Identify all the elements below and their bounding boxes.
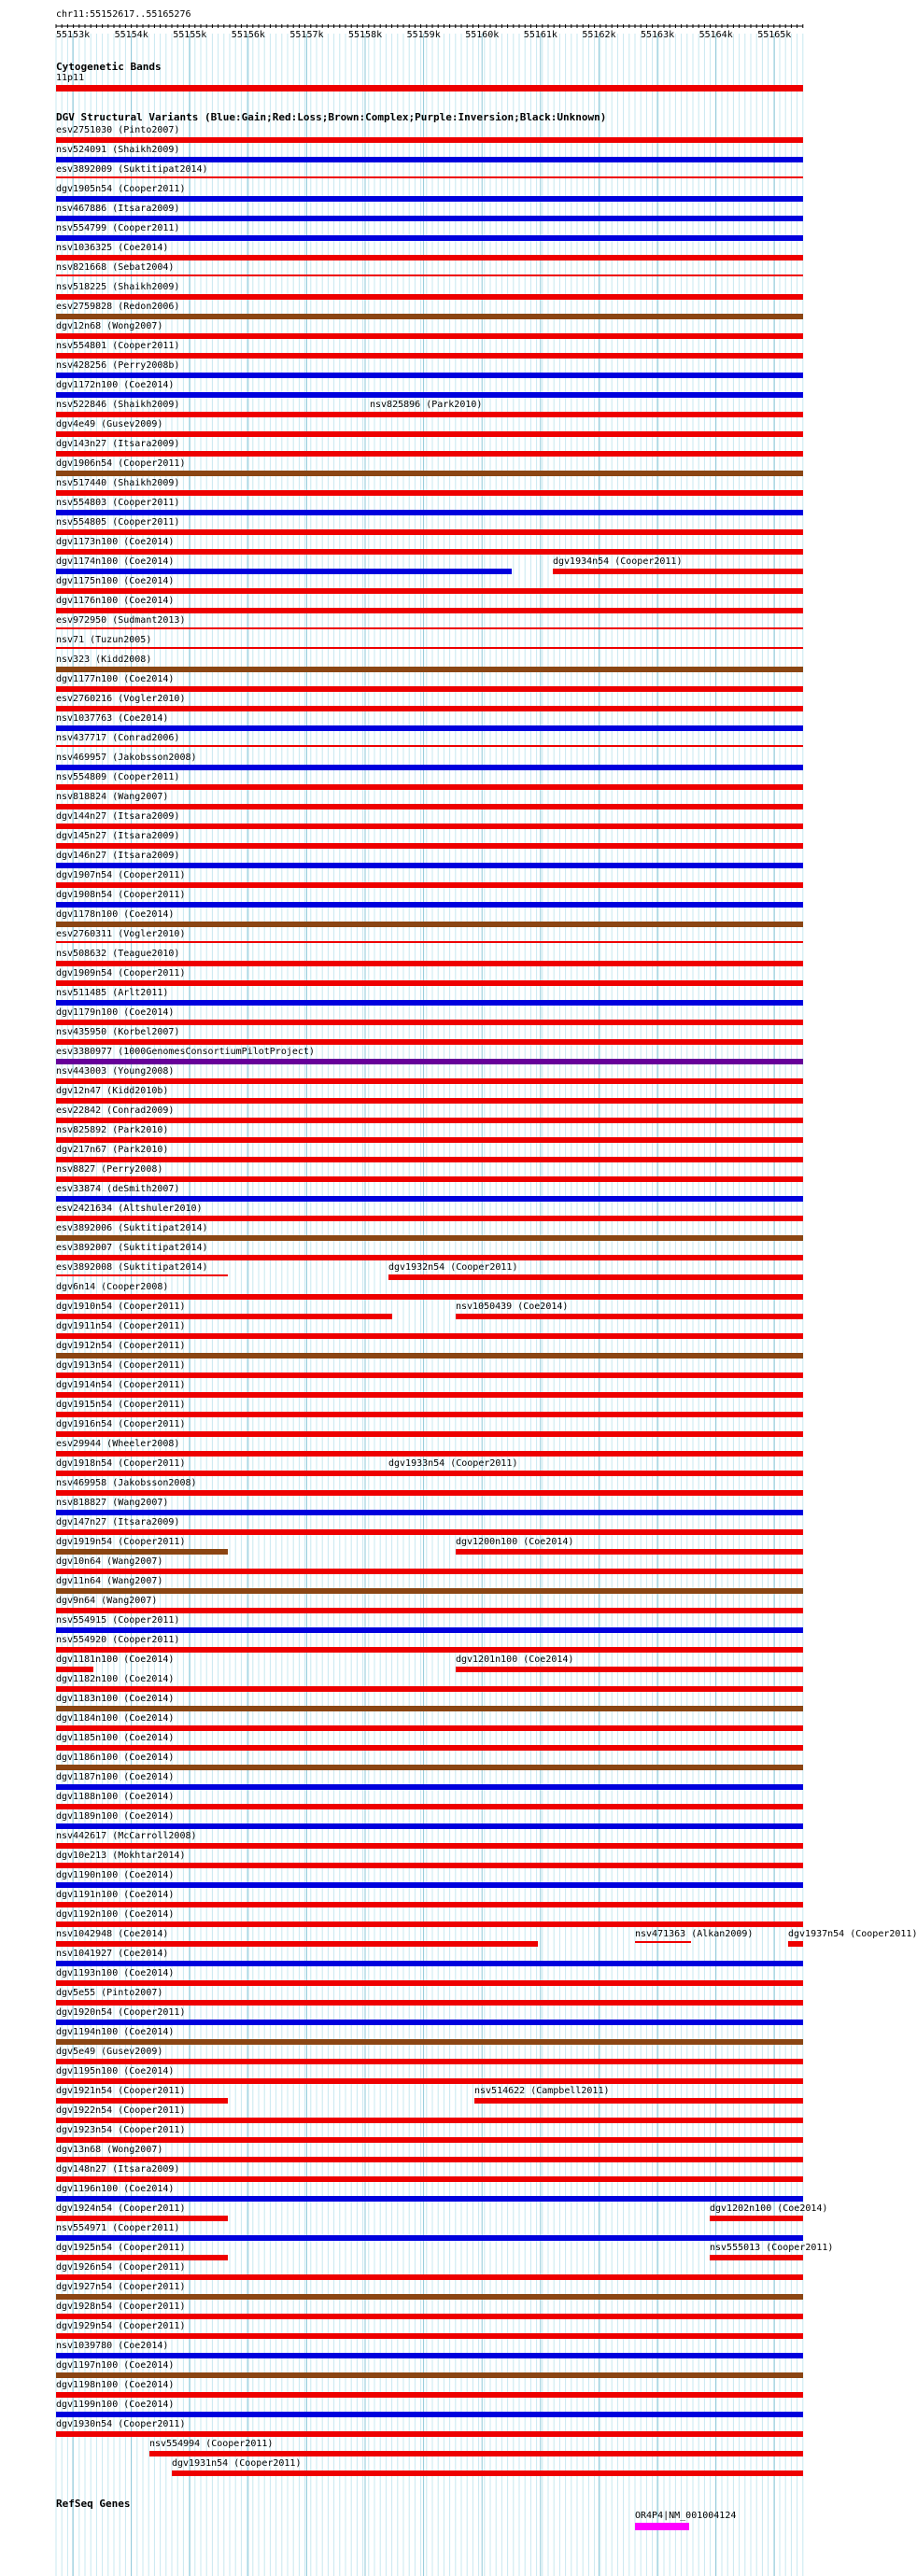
variant-bar-loss[interactable] [56,1157,803,1162]
variant-bar-loss[interactable] [56,1255,803,1260]
variant-bar-complex[interactable] [56,2372,803,2378]
variant-label[interactable]: dgv147n27 (Itsara2009) [56,1517,180,1527]
variant-bar-loss[interactable] [56,1216,803,1221]
variant-label[interactable]: esv2759828 (Redon2006) [56,302,180,312]
variant-bar-complex[interactable] [56,1588,803,1594]
variant-bar-loss[interactable] [710,2255,803,2260]
variant-label[interactable]: nsv469957 (Jakobsson2008) [56,753,197,763]
variant-bar-loss[interactable] [56,882,803,888]
variant-label[interactable]: nsv443003 (Young2008) [56,1066,175,1077]
variant-bar-loss[interactable] [56,588,803,594]
variant-bar-loss[interactable] [56,1569,803,1574]
variant-label[interactable]: nsv508632 (Teague2010) [56,949,180,959]
variant-label[interactable]: esv2760216 (Vogler2010) [56,694,186,704]
variant-label[interactable]: dgv1197n100 (Coe2014) [56,2360,175,2371]
variant-label[interactable]: dgv12n47 (Kidd2010b) [56,1086,169,1096]
variant-bar-loss[interactable] [56,608,803,613]
cytoband-label[interactable]: 11p11 [56,73,85,83]
variant-bar-loss[interactable] [388,1471,803,1476]
variant-bar-loss[interactable] [56,1941,538,1947]
variant-bar-loss[interactable] [56,941,803,943]
variant-label[interactable]: dgv1928n54 (Cooper2011) [56,2302,186,2312]
cytoband-bar[interactable] [56,85,803,91]
variant-label[interactable]: nsv437717 (Conrad2006) [56,733,180,743]
variant-bar-loss[interactable] [56,490,803,496]
variant-label[interactable]: nsv554803 (Cooper2011) [56,498,180,508]
variant-label[interactable]: nsv511485 (Arlt2011) [56,988,169,998]
variant-label[interactable]: dgv145n27 (Itsara2009) [56,831,180,841]
variant-label[interactable]: nsv818827 (Wang2007) [56,1498,169,1508]
variant-bar-loss[interactable] [56,745,803,747]
variant-bar-loss[interactable] [370,412,803,417]
variant-label[interactable]: esv29944 (Wheeler2008) [56,1439,180,1449]
variant-bar-gain[interactable] [56,216,803,221]
variant-label[interactable]: dgv1920n54 (Cooper2011) [56,2007,186,2018]
variant-bar-loss[interactable] [56,843,803,849]
variant-bar-loss[interactable] [56,2157,803,2162]
variant-label[interactable]: dgv1193n100 (Coe2014) [56,1968,175,1978]
variant-label[interactable]: dgv1182n100 (Coe2014) [56,1674,175,1684]
variant-label[interactable]: dgv1937n54 (Cooper2011) [788,1929,917,1939]
variant-label[interactable]: nsv554801 (Cooper2011) [56,341,180,351]
variant-label[interactable]: dgv1929n54 (Cooper2011) [56,2321,186,2331]
variant-bar-loss[interactable] [474,2098,803,2104]
variant-bar-complex[interactable] [56,2294,803,2300]
variant-label[interactable]: dgv1194n100 (Coe2014) [56,2027,175,2037]
variant-label[interactable]: dgv1918n54 (Cooper2011) [56,1458,186,1469]
variant-label[interactable]: dgv1198n100 (Coe2014) [56,2380,175,2390]
variant-label[interactable]: dgv10n64 (Wang2007) [56,1556,163,1567]
variant-bar-gain[interactable] [56,392,803,398]
variant-bar-loss[interactable] [56,1098,803,1104]
variant-label[interactable]: dgv1172n100 (Coe2014) [56,380,175,390]
variant-label[interactable]: dgv1201n100 (Coe2014) [456,1654,574,1665]
variant-label[interactable]: dgv1177n100 (Coe2014) [56,674,175,684]
variant-label[interactable]: dgv9n64 (Wang2007) [56,1596,158,1606]
ruler-tick-label: 55155k [173,30,207,40]
variant-bar-loss[interactable] [56,294,803,300]
variant-bar-loss[interactable] [56,451,803,457]
variant-label[interactable]: dgv1927n54 (Cooper2011) [56,2282,186,2292]
variant-label[interactable]: dgv1908n54 (Cooper2011) [56,890,186,900]
variant-label[interactable]: dgv1184n100 (Coe2014) [56,1713,175,1724]
variant-bar-gain[interactable] [56,1823,803,1829]
variant-label[interactable]: dgv1188n100 (Coe2014) [56,1792,175,1802]
variant-bar-loss[interactable] [56,1118,803,1123]
variant-bar-loss[interactable] [56,1686,803,1692]
variant-bar-gain[interactable] [56,2412,803,2417]
variant-bar-loss[interactable] [456,1667,803,1672]
ruler-tick-label: 55161k [523,30,557,40]
variant-label[interactable]: esv33874 (deSmith2007) [56,1184,180,1194]
variant-label[interactable]: dgv1196n100 (Coe2014) [56,2184,175,2194]
variant-label[interactable]: dgv1192n100 (Coe2014) [56,1909,175,1920]
variant-label[interactable]: dgv1181n100 (Coe2014) [56,1654,175,1665]
variant-bar-loss[interactable] [56,706,803,711]
variant-label[interactable]: dgv1933n54 (Cooper2011) [388,1458,518,1469]
variant-label[interactable]: dgv1190n100 (Coe2014) [56,1870,175,1880]
variant-label[interactable]: dgv4e49 (Gusev2009) [56,419,163,429]
variant-label[interactable]: dgv1187n100 (Coe2014) [56,1772,175,1782]
variant-label[interactable]: dgv1173n100 (Coe2014) [56,537,175,547]
variant-bar-loss[interactable] [56,1431,803,1437]
variant-label[interactable]: esv2760311 (Vogler2010) [56,929,186,939]
variant-bar-gain[interactable] [56,765,803,770]
variant-label[interactable]: dgv1186n100 (Coe2014) [56,1753,175,1763]
variant-label[interactable]: nsv818824 (Wang2007) [56,792,169,802]
variant-bar-gain[interactable] [56,1510,803,1515]
variant-label[interactable]: esv22842 (Conrad2009) [56,1105,175,1116]
variant-bar-gain[interactable] [56,1882,803,1888]
ruler-tick-label: 55157k [289,30,324,40]
variant-bar-gain[interactable] [56,510,803,515]
ruler-tick-label: 55156k [231,30,265,40]
variant-label[interactable]: nsv1037763 (Coe2014) [56,713,169,724]
variant-label[interactable]: dgv146n27 (Itsara2009) [56,851,180,861]
variant-bar-gain[interactable] [56,1196,803,1202]
variant-bar-loss[interactable] [56,980,803,986]
variant-bar-loss[interactable] [56,1745,803,1751]
variant-bar-loss[interactable] [56,2078,803,2084]
variant-label[interactable]: dgv1176n100 (Coe2014) [56,596,175,606]
variant-bar-complex[interactable] [56,1549,228,1555]
variant-bar-loss[interactable] [56,549,803,555]
variant-bar-loss[interactable] [635,1941,691,1943]
variant-label[interactable]: esv3892009 (Suktitipat2014) [56,164,208,175]
variant-bar-complex[interactable] [56,922,803,927]
variant-bar-loss[interactable] [56,2255,228,2260]
variant-bar-loss[interactable] [56,1667,93,1672]
variant-bar-loss[interactable] [56,961,803,966]
variant-bar-loss[interactable] [456,1549,803,1555]
variant-label[interactable]: dgv1922n54 (Cooper2011) [56,2105,186,2116]
variant-label[interactable]: dgv1200n100 (Coe2014) [456,1537,574,1547]
variant-bar-complex[interactable] [56,471,803,476]
variant-label[interactable]: dgv1921n54 (Cooper2011) [56,2086,186,2096]
variant-bar-loss[interactable] [56,1274,228,1276]
variant-label[interactable]: nsv517440 (Shaikh2009) [56,478,180,488]
variant-label[interactable]: nsv323 (Kidd2008) [56,655,152,665]
variant-label[interactable]: nsv554809 (Cooper2011) [56,772,180,782]
variant-label[interactable]: dgv1934n54 (Cooper2011) [553,556,683,567]
ruler-tick-label: 55162k [582,30,616,40]
variant-label[interactable]: nsv435950 (Korbel2007) [56,1027,180,1037]
variant-label[interactable]: dgv1911n54 (Cooper2011) [56,1321,186,1331]
variant-bar-gain[interactable] [56,902,803,908]
variant-label[interactable]: dgv1185n100 (Coe2014) [56,1733,175,1743]
ruler-tick-label: 55165k [757,30,792,40]
variant-label[interactable]: esv3380977 (1000GenomesConsortiumPilotProject) [56,1047,315,1057]
ruler-tick-label: 55164k [698,30,733,40]
variant-label[interactable]: nsv467886 (Itsara2009) [56,204,180,214]
variant-label[interactable]: dgv1925n54 (Cooper2011) [56,2243,186,2253]
variant-label[interactable]: dgv5e49 (Gusev2009) [56,2047,163,2057]
variant-bar-loss[interactable] [56,1039,803,1045]
variant-bar-gain[interactable] [56,235,803,241]
variant-bar-loss[interactable] [56,2176,803,2182]
variant-bar-gain[interactable] [56,373,803,378]
ruler-tick-label: 55163k [641,30,675,40]
variant-bar-loss[interactable] [56,1137,803,1143]
variant-bar-loss[interactable] [56,333,803,339]
variant-bar-loss[interactable] [56,1529,803,1535]
variant-label[interactable]: dgv12n68 (Wong2007) [56,321,163,331]
variant-bar-complex[interactable] [56,1706,803,1711]
ruler-tick-label: 55160k [465,30,500,40]
variant-bar-complex[interactable] [56,2039,803,2045]
variant-bar-loss[interactable] [56,1863,803,1868]
variant-label[interactable]: esv3892007 (Suktitipat2014) [56,1243,208,1253]
variant-label[interactable]: dgv1930n54 (Cooper2011) [56,2419,186,2429]
variant-label[interactable]: dgv5e55 (Pinto2007) [56,1988,163,1998]
variant-bar-loss[interactable] [56,2118,803,2123]
variant-label[interactable]: dgv148n27 (Itsara2009) [56,2164,180,2175]
variant-label[interactable]: dgv10e213 (Mokhtar2014) [56,1851,186,1861]
variant-bar-gain[interactable] [56,1784,803,1790]
variant-label[interactable]: nsv1042948 (Coe2014) [56,1929,169,1939]
variant-label[interactable]: nsv514622 (Campbell2011) [474,2086,610,2096]
variant-bar-gain[interactable] [56,157,803,162]
variant-bar-loss[interactable] [56,1333,803,1339]
variant-bar-loss[interactable] [56,1471,392,1476]
variant-label[interactable]: nsv469958 (Jakobsson2008) [56,1478,197,1488]
variant-label[interactable]: dgv1179n100 (Coe2014) [56,1007,175,1018]
variant-bar-loss[interactable] [56,1078,803,1084]
variant-label[interactable]: dgv13n68 (Wong2007) [56,2145,163,2155]
variant-bar-gain[interactable] [56,2196,803,2202]
ruler-tick-label: 55159k [406,30,441,40]
variant-label[interactable]: dgv1183n100 (Coe2014) [56,1694,175,1704]
variant-label[interactable]: dgv1912n54 (Cooper2011) [56,1341,186,1351]
variant-label[interactable]: dgv1906n54 (Cooper2011) [56,458,186,469]
variant-label[interactable]: dgv1910n54 (Cooper2011) [56,1302,186,1312]
variant-bar-loss[interactable] [56,1902,803,1907]
variant-label[interactable]: dgv1199n100 (Coe2014) [56,2400,175,2410]
variant-bar-loss[interactable] [56,137,803,143]
refseq-gene-bar[interactable] [635,2523,689,2530]
variant-label[interactable]: dgv1189n100 (Coe2014) [56,1811,175,1822]
variant-bar-gain[interactable] [56,2020,803,2025]
variant-bar-loss[interactable] [56,274,803,276]
variant-bar-loss[interactable] [56,255,803,260]
variant-bar-loss[interactable] [56,686,803,692]
variant-bar-complex[interactable] [56,667,803,672]
variant-label[interactable]: esv3892006 (Suktitipat2014) [56,1223,208,1233]
ruler-tick-label: 55154k [114,30,148,40]
variant-bar-gain[interactable] [56,1627,803,1633]
variant-bar-loss[interactable] [56,1372,803,1378]
variant-bar-loss[interactable] [56,1921,803,1927]
variant-label[interactable]: esv972950 (Sudmant2013) [56,615,186,626]
variant-bar-loss[interactable] [56,2000,803,2006]
variant-label[interactable]: nsv1050439 (Coe2014) [456,1302,569,1312]
variant-label[interactable]: dgv1174n100 (Coe2014) [56,556,175,567]
variant-bar-loss[interactable] [56,529,803,535]
variant-label[interactable]: dgv1909n54 (Cooper2011) [56,968,186,978]
variant-label[interactable]: dgv1916n54 (Cooper2011) [56,1419,186,1429]
variant-bar-loss[interactable] [56,1294,803,1300]
variant-bar-loss[interactable] [149,2451,803,2456]
refseq-title: RefSeq Genes [56,2498,131,2510]
variant-bar-loss[interactable] [56,2333,803,2339]
variant-bar-complex[interactable] [56,314,803,319]
variant-label[interactable]: dgv1932n54 (Cooper2011) [388,1262,518,1273]
variant-bar-loss[interactable] [56,823,803,829]
variant-bar-loss[interactable] [56,2216,228,2221]
variant-label[interactable]: nsv554971 (Cooper2011) [56,2223,180,2233]
variant-bar-gain[interactable] [56,863,803,868]
variant-label[interactable]: dgv1195n100 (Coe2014) [56,2066,175,2076]
variant-label[interactable]: dgv1907n54 (Cooper2011) [56,870,186,880]
variant-bar-loss[interactable] [56,1804,803,1809]
variant-label[interactable]: dgv144n27 (Itsara2009) [56,811,180,822]
variant-label[interactable]: dgv6n14 (Cooper2008) [56,1282,169,1292]
variant-label[interactable]: nsv522846 (Shaikh2009) [56,400,180,410]
variant-bar-loss[interactable] [56,1176,803,1182]
variant-bar-gain[interactable] [56,2353,803,2358]
variant-bar-loss[interactable] [56,647,803,649]
variant-label[interactable]: dgv1914n54 (Cooper2011) [56,1380,186,1390]
variant-label[interactable]: nsv524091 (Shaikh2009) [56,145,180,155]
variant-bar-complex[interactable] [56,1235,803,1241]
cytoband-title: Cytogenetic Bands [56,61,162,73]
variant-bar-loss[interactable] [56,2431,803,2437]
variant-bar-gain[interactable] [56,2235,803,2241]
variant-bar-complex[interactable] [56,1353,803,1358]
variant-bar-loss[interactable] [553,569,803,574]
variant-label[interactable]: nsv554805 (Cooper2011) [56,517,180,528]
chromosome-coordinates: chr11:55152617..55165276 [56,9,191,20]
variant-label[interactable]: nsv428256 (Perry2008b) [56,360,180,371]
ruler-tick-label: 55158k [348,30,383,40]
variant-bar-loss[interactable] [56,353,803,359]
variant-label[interactable]: dgv1915n54 (Cooper2011) [56,1400,186,1410]
variant-label[interactable]: esv2421634 (Altshuler2010) [56,1204,203,1214]
variant-bar-loss[interactable] [388,1274,803,1280]
variant-bar-loss[interactable] [56,1020,803,1025]
variant-label[interactable]: dgv1202n100 (Coe2014) [710,2203,828,2214]
dgv-track-title: DGV Structural Variants (Blue:Gain;Red:Loss;Brown:Complex;Purple:Inversion;Black:Unknown) [56,111,607,123]
variant-label[interactable]: nsv442617 (McCarroll2008) [56,1831,197,1841]
variant-label[interactable]: nsv71 (Tuzun2005) [56,635,152,645]
variant-bar-loss[interactable] [456,1314,803,1319]
variant-label[interactable]: nsv555013 (Cooper2011) [710,2243,834,2253]
refseq-gene-label[interactable]: OR4P4|NM_001004124 [635,2511,737,2521]
variant-label[interactable]: nsv821668 (Sebat2004) [56,262,175,273]
variant-label[interactable]: nsv8827 (Perry2008) [56,1164,163,1175]
variant-label[interactable]: nsv554915 (Cooper2011) [56,1615,180,1626]
variant-label[interactable]: dgv217n67 (Park2010) [56,1145,169,1155]
variant-bar-loss[interactable] [56,1392,803,1398]
variant-bar-gain[interactable] [56,196,803,202]
variant-label[interactable]: nsv825896 (Park2010) [370,400,483,410]
variant-bar-loss[interactable] [56,1843,803,1849]
variant-label[interactable]: dgv1926n54 (Cooper2011) [56,2262,186,2273]
variant-label[interactable]: dgv1913n54 (Cooper2011) [56,1360,186,1371]
variant-bar-gain[interactable] [56,569,512,574]
variant-label[interactable]: nsv1036325 (Coe2014) [56,243,169,253]
variant-bar-loss[interactable] [56,2314,803,2319]
variant-bar-loss[interactable] [56,627,803,629]
variant-label[interactable]: nsv1039780 (Coe2014) [56,2341,169,2351]
variant-bar-loss[interactable] [56,1647,803,1653]
variant-bar-loss[interactable] [56,2137,803,2143]
variant-label[interactable]: dgv1905n54 (Cooper2011) [56,184,186,194]
variant-label[interactable]: dgv143n27 (Itsara2009) [56,439,180,449]
variant-bar-loss[interactable] [56,1725,803,1731]
variant-bar-loss[interactable] [56,2274,803,2280]
variant-label[interactable]: nsv554920 (Cooper2011) [56,1635,180,1645]
variant-label[interactable]: dgv1178n100 (Coe2014) [56,909,175,920]
variant-bar-loss[interactable] [56,1451,803,1457]
variant-bar-loss[interactable] [56,804,803,809]
variant-bar-complex[interactable] [56,1765,803,1770]
variant-label[interactable]: esv3892008 (Suktitipat2014) [56,1262,208,1273]
variant-label[interactable]: nsv1041927 (Coe2014) [56,1949,169,1959]
variant-bar-gain[interactable] [56,725,803,731]
variant-bar-loss[interactable] [56,1412,803,1417]
variant-label[interactable]: nsv554994 (Cooper2011) [149,2439,274,2449]
variant-bar-loss[interactable] [56,1314,392,1319]
variant-label[interactable]: dgv1191n100 (Coe2014) [56,1890,175,1900]
variant-bar-loss[interactable] [56,431,803,437]
variant-label[interactable]: dgv11n64 (Wang2007) [56,1576,163,1586]
variant-bar-loss[interactable] [56,2059,803,2064]
variant-label[interactable]: dgv1923n54 (Cooper2011) [56,2125,186,2135]
variant-bar-loss[interactable] [788,1941,803,1947]
variant-label[interactable]: dgv1924n54 (Cooper2011) [56,2203,186,2214]
variant-label[interactable]: nsv825892 (Park2010) [56,1125,169,1135]
variant-label[interactable]: dgv1919n54 (Cooper2011) [56,1537,186,1547]
variant-bar-loss[interactable] [56,176,803,178]
variant-label[interactable]: dgv1931n54 (Cooper2011) [172,2458,302,2469]
variant-bar-gain[interactable] [56,1961,803,1966]
variant-bar-loss[interactable] [56,2392,803,2398]
variant-label[interactable]: nsv518225 (Shaikh2009) [56,282,180,292]
variant-bar-loss[interactable] [56,2098,228,2104]
variant-bar-loss[interactable] [56,1608,803,1613]
variant-label[interactable]: dgv1175n100 (Coe2014) [56,576,175,586]
variant-bar-loss[interactable] [56,1980,803,1986]
variant-bar-gain[interactable] [56,1000,803,1006]
variant-label[interactable]: nsv471363 (Alkan2009) [635,1929,754,1939]
variant-bar-loss[interactable] [172,2470,803,2476]
variant-bar-inversion[interactable] [56,1059,803,1064]
ruler-tick-label: 55153k [56,30,91,40]
variant-bar-loss[interactable] [56,784,803,790]
variant-label[interactable]: esv2751030 (Pinto2007) [56,125,180,135]
variant-label[interactable]: nsv554799 (Cooper2011) [56,223,180,233]
variant-bar-loss[interactable] [710,2216,803,2221]
variant-bar-loss[interactable] [56,1490,803,1496]
